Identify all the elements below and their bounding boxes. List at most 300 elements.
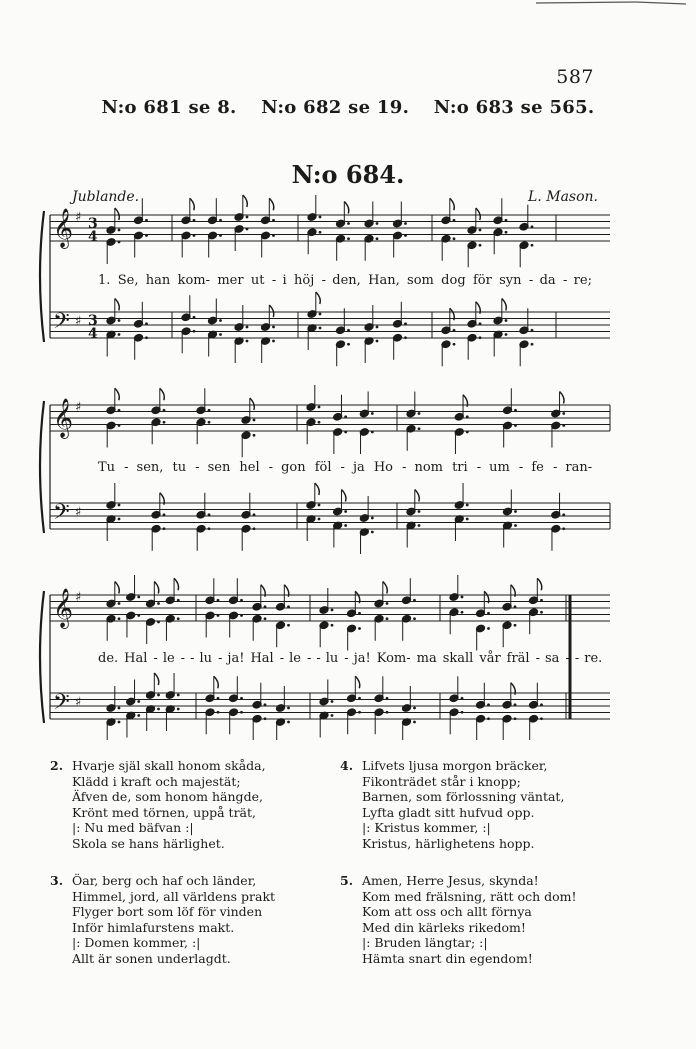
dot [287, 605, 290, 608]
dot [331, 714, 334, 717]
note-flag [243, 195, 248, 207]
dot [118, 241, 121, 244]
lyric-syllable: höj [294, 273, 315, 288]
dot [487, 627, 490, 630]
note-flag [154, 582, 159, 594]
dot [404, 322, 407, 325]
dot [319, 313, 322, 316]
dot [118, 617, 121, 620]
lyric-syllable: ut [250, 273, 265, 288]
dot [479, 229, 482, 232]
verse-number: 4. [340, 758, 354, 773]
dot [347, 329, 350, 332]
lyric-syllable: han [145, 273, 171, 288]
bass-clef: 𝄢 [53, 309, 70, 339]
dot [386, 602, 389, 605]
verse-number: 3. [50, 873, 64, 888]
dot [344, 524, 347, 527]
lyric-syllable: mer [217, 273, 244, 288]
lyric-syllable: tri [452, 460, 468, 475]
dot [253, 527, 256, 530]
dot [453, 329, 456, 332]
dot [272, 340, 275, 343]
cross-reference: N:o 681 se 8. [101, 97, 237, 118]
lyric-syllable: le [289, 651, 301, 666]
verse-line: Öar, berg och haf och länder, [72, 873, 257, 888]
verse-lines [72, 758, 266, 852]
dot [118, 707, 121, 710]
verse-number: 5. [340, 873, 354, 888]
dot [466, 518, 469, 521]
verse-line: Hämta snart din egendom! [362, 950, 533, 966]
note-flag [269, 305, 274, 317]
verse-line: Lifvets ljusa morgon bräcker, [362, 758, 548, 773]
dot [453, 237, 456, 240]
dot [240, 599, 243, 602]
lyric-syllable: - [528, 273, 534, 288]
dot [418, 427, 421, 430]
dot [505, 219, 508, 222]
time-signature-numerator: 3 [88, 216, 98, 232]
dot [479, 322, 482, 325]
sharp-sign: ♯ [75, 210, 82, 225]
dot [562, 527, 565, 530]
note-flag [415, 490, 420, 502]
dot [272, 326, 275, 329]
dot [371, 412, 374, 415]
note-flag [160, 388, 165, 400]
dot [418, 412, 421, 415]
dot [358, 697, 361, 700]
lyric-syllable: - [180, 651, 186, 666]
dot [118, 333, 121, 336]
note-flag [355, 676, 360, 688]
lyric-syllable: - [344, 651, 349, 666]
dot [287, 624, 290, 627]
lyric-syllable: - [306, 651, 312, 666]
dot [347, 222, 350, 225]
note-flag [115, 582, 120, 594]
dot [487, 717, 490, 720]
note-flag [502, 299, 507, 311]
dot [514, 409, 517, 412]
dot [219, 234, 222, 237]
dot [531, 329, 534, 332]
lyric-syllable: ja [352, 460, 365, 475]
lyric-syllable: - [321, 273, 326, 288]
note-flag [341, 490, 346, 502]
dot [466, 431, 469, 434]
dot [479, 336, 482, 339]
lyric-syllable: 1. [98, 273, 111, 288]
dot [264, 703, 267, 706]
dot [453, 219, 456, 222]
dot [177, 599, 180, 602]
lyric-syllable: den, [332, 273, 361, 288]
dot [371, 517, 374, 520]
dot [217, 697, 220, 700]
dot [562, 424, 565, 427]
lyric-line-1 [98, 273, 598, 288]
dot [453, 343, 456, 346]
lyric-syllable: gon [281, 460, 306, 475]
dot [514, 605, 517, 608]
dot [219, 333, 222, 336]
dot [386, 697, 389, 700]
dot [177, 708, 180, 711]
lyric-syllable: Se, [117, 273, 139, 288]
lyric-syllable: da [539, 273, 556, 288]
dot [487, 703, 490, 706]
sharp-sign: ♯ [75, 505, 82, 520]
dot [514, 424, 517, 427]
dot [404, 234, 407, 237]
verse-line: Med din kärleks rikedom! [362, 919, 526, 935]
dot [505, 231, 508, 234]
dot [145, 219, 148, 222]
dot [157, 602, 160, 605]
lyric-syllable: för [472, 273, 492, 288]
verse-line: |: Domen kommer, :| [72, 935, 201, 951]
lyric-syllable: föl [314, 460, 332, 475]
dot [246, 216, 249, 219]
dot [331, 609, 334, 612]
verse [340, 758, 564, 852]
lyric-syllable: - [340, 460, 345, 475]
dot [376, 326, 379, 329]
lyric-syllable: - [562, 273, 568, 288]
dot [347, 343, 350, 346]
lyric-syllable: Hal [250, 651, 274, 666]
note-flag [115, 299, 120, 311]
lyric-syllable: - [279, 651, 285, 666]
lyric-syllable: - [574, 651, 580, 666]
sharp-sign: ♯ [75, 590, 82, 605]
dot [413, 721, 416, 724]
lyric-syllable: le [162, 651, 175, 666]
sharp-sign: ♯ [75, 695, 82, 710]
note-flag [174, 578, 179, 590]
lyric-syllable: - [218, 651, 223, 666]
lyric-syllable: fräl [506, 651, 530, 666]
lyric-syllable: de. [98, 651, 119, 666]
verse-lines [362, 873, 577, 967]
dot [137, 614, 140, 617]
lyric-syllable: i [282, 273, 287, 288]
dot [461, 596, 464, 599]
hymn-number: N:o 684. [291, 160, 405, 189]
dot [514, 717, 517, 720]
dot [240, 697, 243, 700]
lyric-syllable: Han, [368, 273, 400, 288]
dot [177, 694, 180, 697]
dot [505, 319, 508, 322]
verse-line: Skola se hans härlighet. [72, 835, 225, 851]
dot [418, 510, 421, 513]
dot [193, 330, 196, 333]
dot [208, 527, 211, 530]
lyric-syllable: ja! [353, 651, 371, 666]
verse-line: Krönt med törnen, uppå trät, [72, 804, 257, 820]
dot [358, 627, 361, 630]
verse-line: Allt är sonen underlagdt. [72, 950, 231, 966]
dot [240, 614, 243, 617]
dot [145, 322, 148, 325]
dot [404, 222, 407, 225]
dot [358, 612, 361, 615]
dot [479, 244, 482, 247]
dot [347, 237, 350, 240]
lyric-syllable: tu [172, 460, 187, 475]
dot [118, 721, 121, 724]
dot [193, 234, 196, 237]
lyric-syllable: Ho [373, 460, 393, 475]
dot [157, 694, 160, 697]
verse-line: Amen, Herre Jesus, skynda! [362, 873, 539, 888]
dot [246, 228, 249, 231]
bass-clef: 𝄢 [53, 500, 70, 530]
dot [466, 415, 469, 418]
dot [531, 244, 534, 247]
verse-line: Inför himlafurstens makt. [72, 919, 235, 935]
dot [145, 336, 148, 339]
verse-line: Barnen, som förlossning väntat, [362, 789, 565, 805]
lyric-syllable: - [316, 651, 321, 666]
note-flag [560, 392, 565, 404]
cross-reference: N:o 683 se 565. [433, 97, 595, 118]
dot [344, 415, 347, 418]
note-flag [115, 388, 120, 400]
dot [157, 621, 160, 624]
lyric-line-2 [98, 460, 598, 475]
dot [193, 219, 196, 222]
lyric-syllable: re. [584, 651, 603, 666]
lyric-syllable: - [552, 460, 558, 475]
verse [50, 873, 275, 967]
dot [217, 614, 220, 617]
lyric-syllable: sen [207, 460, 231, 475]
dot [318, 406, 321, 409]
dot [246, 326, 249, 329]
verse [340, 873, 577, 967]
dot [287, 707, 290, 710]
cross-reference: N:o 682 se 19. [261, 97, 410, 118]
dot [163, 409, 166, 412]
lyric-syllable: - [268, 460, 274, 475]
dot [413, 707, 416, 710]
note-flag [214, 676, 219, 688]
dot [318, 518, 321, 521]
lyric-syllable: - [476, 460, 482, 475]
dot [208, 409, 211, 412]
note-flag [316, 292, 321, 304]
dot [246, 340, 249, 343]
dot [208, 421, 211, 424]
tempo-marking: Jublande. [72, 189, 140, 205]
verse-line: Fikonträdet står i knopp; [362, 773, 521, 789]
lyric-syllable: kom- [177, 273, 211, 288]
dot [264, 605, 267, 608]
dot [219, 219, 222, 222]
dot [514, 510, 517, 513]
dot [331, 700, 334, 703]
dot [376, 222, 379, 225]
dot [264, 617, 267, 620]
verse-line: Kom att oss och allt förnya [362, 904, 532, 920]
dot [318, 421, 321, 424]
dot [272, 219, 275, 222]
sharp-sign: ♯ [75, 400, 82, 415]
lyric-syllable: ja! [227, 651, 245, 666]
brace [40, 211, 44, 342]
dot [531, 225, 534, 228]
dot [193, 316, 196, 319]
verse-line: Kom med frälsning, rätt och dom! [362, 888, 577, 904]
lyric-syllable: sen, [136, 460, 164, 475]
dot [514, 703, 517, 706]
brace [40, 591, 44, 723]
dot [371, 531, 374, 534]
dot [540, 599, 543, 602]
dot [319, 216, 322, 219]
lyric-syllable: lu [199, 651, 213, 666]
verse-lines [72, 873, 275, 967]
dot [376, 237, 379, 240]
note-flag [344, 202, 349, 214]
bass-clef: 𝄢 [53, 690, 70, 720]
dot [208, 513, 211, 516]
dot [413, 617, 416, 620]
dot [253, 434, 256, 437]
lyric-syllable: syn [499, 273, 522, 288]
lyric-syllable: ma [416, 651, 437, 666]
dot [418, 524, 421, 527]
dot [137, 596, 140, 599]
treble-clef: 𝄞 [53, 398, 74, 438]
dot [461, 697, 464, 700]
dot [163, 421, 166, 424]
sharp-sign: ♯ [75, 314, 82, 329]
note-flag [450, 198, 455, 210]
lyric-syllable: um [489, 460, 510, 475]
lyric-syllable: vår [479, 651, 501, 666]
dot [461, 611, 464, 614]
dot [287, 721, 290, 724]
dot [319, 327, 322, 330]
verse-line: Äfven de, som honom hängde, [72, 789, 263, 805]
note-flag [250, 398, 255, 410]
verse-line: |: Bruden längtar; :| [362, 935, 488, 951]
lyric-line-3 [98, 651, 608, 666]
dot [531, 343, 534, 346]
note-flag [269, 198, 274, 210]
dot [386, 617, 389, 620]
dot [514, 524, 517, 527]
dot [163, 527, 166, 530]
dot [118, 319, 121, 322]
dot [118, 409, 121, 412]
lyric-syllable: dog [441, 273, 466, 288]
composer: L. Mason. [528, 189, 598, 205]
dot [318, 504, 321, 507]
dot [514, 624, 517, 627]
note-flag [115, 208, 120, 220]
dot [217, 711, 220, 714]
lyric-syllable: - [535, 651, 540, 666]
dot [118, 602, 121, 605]
lyric-syllable: - [190, 651, 195, 666]
lyric-syllable: - [124, 460, 129, 475]
lyric-syllable: Tu [98, 460, 116, 475]
dot [562, 513, 565, 516]
dot [540, 611, 543, 614]
lyric-syllable: lu [325, 651, 339, 666]
verse [50, 758, 266, 852]
treble-clef: 𝄞 [53, 588, 74, 628]
lyric-syllable: fe [531, 460, 544, 475]
lyric-syllable: nom [414, 460, 444, 475]
dot [240, 711, 243, 714]
dot [358, 711, 361, 714]
lyric-syllable: sa [545, 651, 560, 666]
lyric-syllable: re; [573, 273, 592, 288]
dot [386, 711, 389, 714]
dot [505, 333, 508, 336]
dot [217, 599, 220, 602]
note-flag [476, 208, 481, 220]
dot [331, 624, 334, 627]
dot [253, 419, 256, 422]
dot [253, 513, 256, 516]
dot [137, 714, 140, 717]
dot [118, 229, 121, 232]
lyric-syllable: - [153, 651, 158, 666]
lyric-syllable: ran- [565, 460, 593, 475]
lyric-syllable: - [402, 460, 407, 475]
lyric-syllable: - [565, 651, 570, 666]
verse-line: |: Nu med bäfvan :| [72, 820, 194, 836]
dot [344, 510, 347, 513]
dot [157, 708, 160, 711]
verse-line: Lyfta gladt sitt hufvud opp. [362, 804, 535, 820]
dot [344, 431, 347, 434]
lyric-syllable: - [195, 460, 200, 475]
dot [177, 617, 180, 620]
lyric-syllable: - [271, 273, 277, 288]
dot [163, 513, 166, 516]
time-signature-numerator: 3 [88, 313, 98, 329]
verse-number: 2. [50, 758, 64, 773]
lyric-syllable: Kom- [376, 651, 411, 666]
treble-clef: 𝄞 [53, 208, 74, 248]
dot [413, 599, 416, 602]
dot [219, 319, 222, 322]
verse-line: Kristus, härlighetens hopp. [362, 835, 535, 851]
dot [145, 234, 148, 237]
dot [540, 703, 543, 706]
dot [404, 336, 407, 339]
note-flag [383, 582, 388, 594]
note-flag [190, 198, 195, 210]
page-number: 587 [556, 66, 594, 88]
dot [487, 612, 490, 615]
dot [118, 518, 121, 521]
note-flag [315, 483, 320, 495]
lyric-syllable: skall [442, 651, 474, 666]
dot [264, 717, 267, 720]
note-flag [154, 673, 159, 685]
note-flag [537, 578, 542, 590]
